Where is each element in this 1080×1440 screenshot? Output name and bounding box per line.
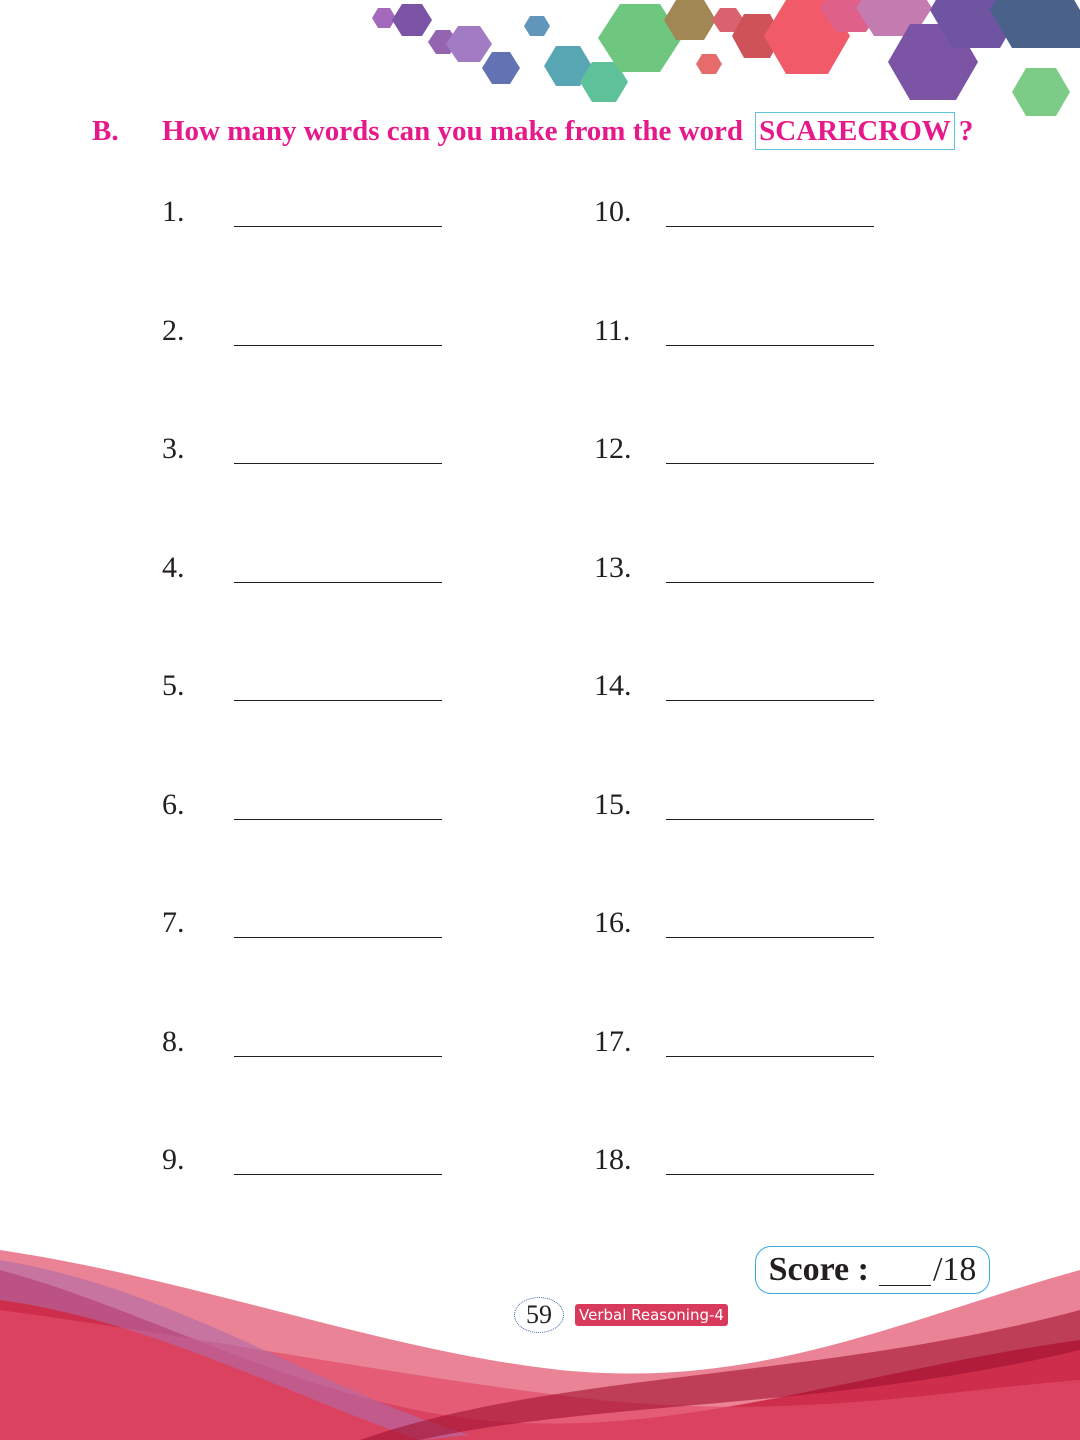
answer-blank[interactable] [234,429,442,464]
question-text: How many words can you make from the word [162,114,744,147]
answer-blank[interactable] [234,548,442,583]
answer-item [594,666,914,785]
answer-blank[interactable] [666,311,874,346]
answer-blank[interactable] [234,666,442,701]
item-number: 18. [594,1143,632,1176]
item-number: 10. [594,195,632,228]
answer-item [162,1140,594,1259]
item-number: 4. [162,550,185,584]
answer-blank[interactable] [666,666,874,701]
answer-blank[interactable] [666,548,874,583]
answer-item [162,548,594,667]
item-number: 6. [162,787,185,821]
answer-item [594,903,914,1022]
answer-blank[interactable] [234,311,442,346]
item-number: 16. [594,906,632,939]
answer-item [594,785,914,904]
answer-item [594,311,914,430]
question-letter: B. [92,114,119,147]
hexagon-decoration [0,0,1080,130]
answer-item [594,192,914,311]
item-number: 14. [594,669,632,702]
item-number: 11. [594,313,631,347]
item-number: 1. [162,195,185,228]
answer-item [162,1022,594,1141]
answer-blank[interactable] [666,429,874,464]
item-number: 7. [162,906,185,939]
item-number: 12. [594,432,632,465]
answer-blank[interactable] [666,903,874,938]
score-label: Score : [768,1251,869,1288]
answer-item [162,311,594,430]
answer-list [162,192,922,1259]
item-number: 15. [594,787,632,821]
item-number: 9. [162,1143,185,1176]
answer-blank[interactable] [234,1022,442,1057]
item-number: 8. [162,1024,185,1058]
answer-blank[interactable] [234,192,442,227]
answer-blank[interactable] [234,903,442,938]
score-box [755,1246,990,1294]
page-footer [514,1297,729,1333]
item-number: 5. [162,669,185,702]
answer-blank[interactable] [234,1140,442,1175]
answer-item [162,666,594,785]
target-word: SCARECROW [755,112,955,150]
answer-item [594,1140,914,1259]
answer-blank[interactable] [666,785,874,820]
answer-item [162,785,594,904]
answer-item [594,1022,914,1141]
question-heading [92,112,1020,150]
score-blank[interactable] [879,1255,931,1286]
item-number: 13. [594,550,632,584]
answer-blank[interactable] [666,1022,874,1057]
item-number: 2. [162,313,185,347]
score-total: /18 [932,1251,977,1288]
answer-blank[interactable] [666,1140,874,1175]
answer-item [594,548,914,667]
item-number: 3. [162,432,185,465]
page-number: 59 [514,1297,564,1333]
answer-blank[interactable] [234,785,442,820]
answer-item [594,429,914,548]
question-mark: ? [958,114,974,147]
answer-item [162,429,594,548]
answer-item [162,192,594,311]
item-number: 17. [594,1024,632,1058]
book-title: Verbal Reasoning-4 [574,1303,729,1327]
answer-blank[interactable] [666,192,874,227]
answer-item [162,903,594,1022]
